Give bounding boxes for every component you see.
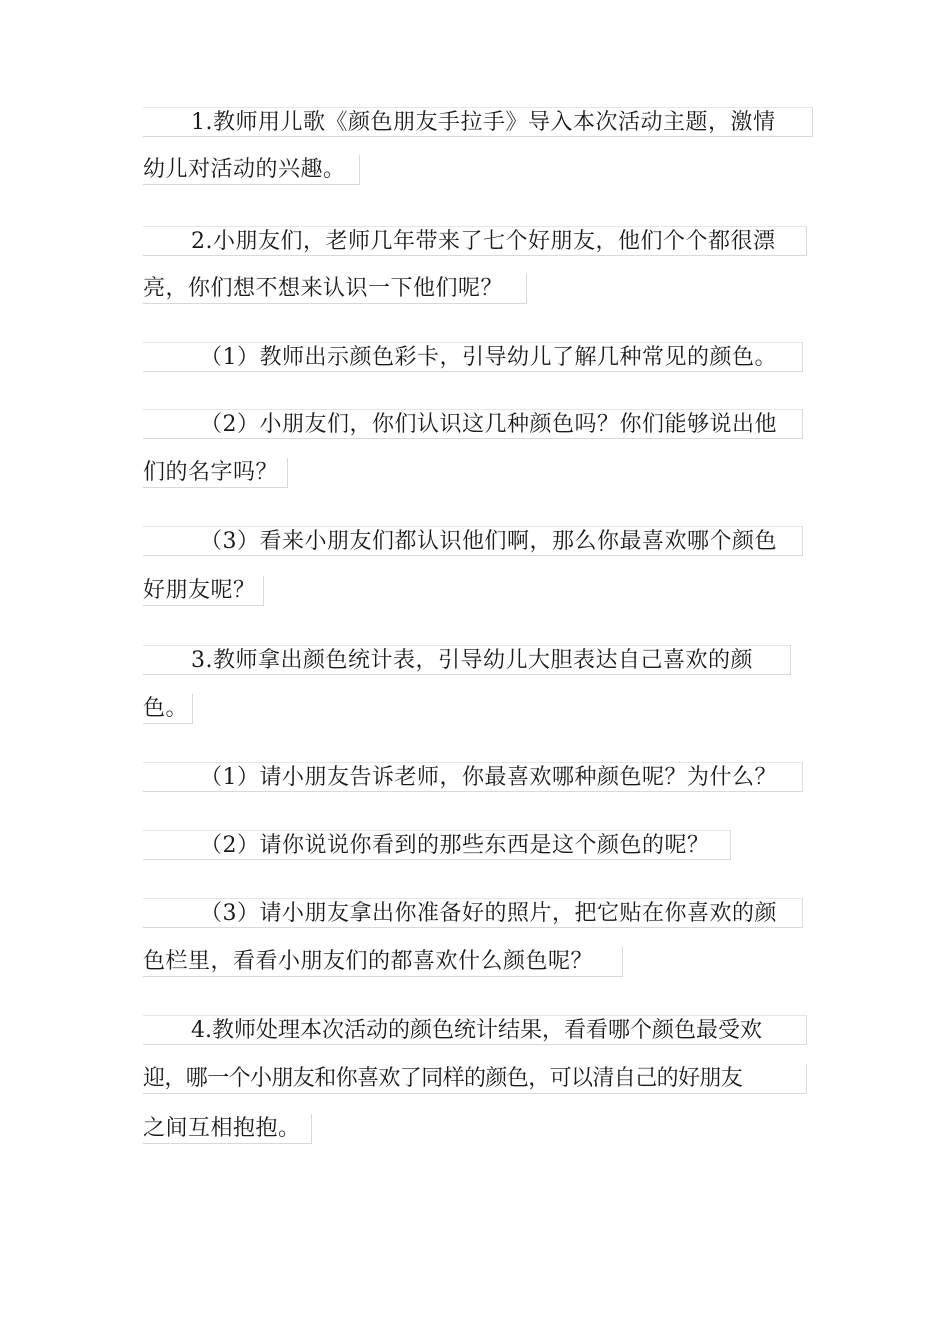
paragraph-9-line-2: 色栏里，看看小朋友们的都喜欢什么颜色呢？ bbox=[143, 947, 623, 977]
paragraph-5-line-1: （3）看来小朋友们都认识他们啊，那么你最喜欢哪个颜色 bbox=[143, 526, 803, 556]
paragraph-10-line-1: 4.教师处理本次活动的颜色统计结果，看看哪个颜色最受欢 bbox=[143, 1015, 807, 1045]
paragraph-2-line-2: 亮，你们想不想来认识一下他们呢？ bbox=[143, 274, 527, 304]
paragraph-4-line-2: 们的名字吗？ bbox=[143, 458, 288, 488]
paragraph-6-line-2: 色。 bbox=[143, 694, 193, 724]
paragraph-6-line-1: 3.教师拿出颜色统计表，引导幼儿大胆表达自己喜欢的颜 bbox=[143, 645, 791, 675]
paragraph-4-line-1: （2）小朋友们，你们认识这几种颜色吗？你们能够说出他 bbox=[143, 409, 803, 439]
paragraph-9-line-1: （3）请小朋友拿出你准备好的照片，把它贴在你喜欢的颜 bbox=[143, 898, 803, 928]
paragraph-1-line-1: 1.教师用儿歌《颜色朋友手拉手》导入本次活动主题，激情 bbox=[143, 107, 813, 137]
paragraph-7-line-1: （1）请小朋友告诉老师，你最喜欢哪种颜色呢？为什么？ bbox=[143, 762, 803, 792]
paragraph-3-line-1: （1）教师出示颜色彩卡，引导幼儿了解几种常见的颜色。 bbox=[143, 342, 803, 372]
paragraph-2-line-1: 2.小朋友们，老师几年带来了七个好朋友，他们个个都很漂 bbox=[143, 226, 807, 256]
paragraph-10-line-2: 迎，哪一个小朋友和你喜欢了同样的颜色，可以清自己的好朋友 bbox=[143, 1064, 807, 1094]
paragraph-5-line-2: 好朋友呢？ bbox=[143, 576, 264, 606]
paragraph-1-line-2: 幼儿对活动的兴趣。 bbox=[143, 155, 360, 185]
paragraph-10-line-3: 之间互相抱抱。 bbox=[143, 1114, 312, 1144]
paragraph-8-line-1: （2）请你说说你看到的那些东西是这个颜色的呢？ bbox=[143, 830, 731, 860]
